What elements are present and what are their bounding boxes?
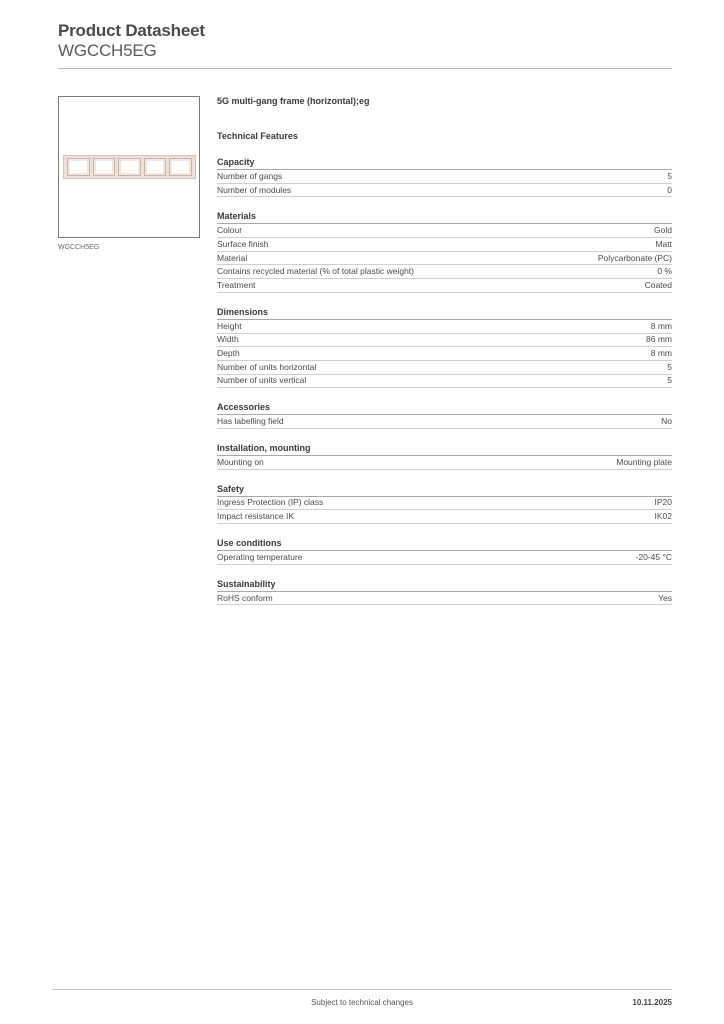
spec-value: IK02: [654, 511, 672, 522]
spec-row: [217, 510, 672, 524]
spec-label: Impact resistance IK: [217, 511, 295, 522]
spec-label: Ingress Protection (IP) class: [217, 497, 324, 508]
spec-value: Polycarbonate (PC): [597, 252, 672, 263]
spec-value: 86 mm: [646, 334, 672, 345]
spec-value: IP20: [654, 497, 672, 508]
spec-label: Number of units vertical: [217, 375, 307, 386]
spec-row: [217, 415, 672, 429]
spec-section: [217, 306, 672, 388]
spec-value: Coated: [644, 279, 672, 290]
spec-row: [217, 456, 672, 470]
section-title: Materials: [217, 210, 672, 224]
header-divider: [58, 68, 672, 69]
spec-label: Number of modules: [217, 184, 292, 195]
image-caption: WGCCH5EG: [58, 244, 100, 251]
spec-label: Number of units horizontal: [217, 361, 317, 372]
spec-label: Height: [217, 320, 242, 331]
section-title: Accessories: [217, 401, 672, 415]
spec-row: [217, 375, 672, 389]
spec-section: [217, 442, 672, 470]
spec-row: [217, 184, 672, 198]
footer-divider: [52, 989, 672, 990]
frame-gang: [144, 158, 167, 176]
frame-gang: [118, 158, 141, 176]
spec-value: 5: [667, 361, 672, 372]
spec-section: [217, 156, 672, 197]
spec-label: Mounting on: [217, 456, 264, 467]
spec-row: [217, 224, 672, 238]
spec-value: 8 mm: [650, 348, 672, 359]
spec-label: Contains recycled material (% of total plastic weight): [217, 266, 414, 277]
technical-features-heading: Technical Features: [217, 131, 298, 141]
spec-value: -20-45 °C: [635, 551, 672, 562]
frame-gang: [93, 158, 116, 176]
product-code: WGCCH5EG: [58, 41, 157, 60]
section-title: Use conditions: [217, 537, 672, 551]
product-description: 5G multi-gang frame (horizontal);eg: [217, 96, 370, 106]
product-image: [58, 96, 200, 238]
spec-row: [217, 265, 672, 279]
spec-row: [217, 320, 672, 334]
section-title: Installation, mounting: [217, 442, 672, 456]
spec-value: No: [661, 416, 672, 427]
spec-row: [217, 551, 672, 565]
spec-row: [217, 170, 672, 184]
spec-value: 5: [667, 170, 672, 181]
spec-row: [217, 592, 672, 606]
spec-section: [217, 483, 672, 524]
spec-row: [217, 238, 672, 252]
spec-row: [217, 334, 672, 348]
spec-section: [217, 578, 672, 606]
spec-label: Number of gangs: [217, 170, 283, 181]
spec-label: Has labelling field: [217, 416, 284, 427]
section-title: Safety: [217, 483, 672, 497]
spec-label: Colour: [217, 225, 243, 236]
frame-gang: [169, 158, 192, 176]
spec-label: Treatment: [217, 279, 256, 290]
spec-value: 0: [667, 184, 672, 195]
spec-label: RoHS conform: [217, 592, 273, 603]
spec-label: Operating temperature: [217, 551, 303, 562]
spec-value: Mounting plate: [616, 456, 672, 467]
spec-label: Width: [217, 334, 239, 345]
section-title: Sustainability: [217, 578, 672, 592]
spec-section: [217, 210, 672, 292]
spec-row: [217, 361, 672, 375]
spec-row: [217, 347, 672, 361]
spec-content: [217, 95, 672, 605]
spec-row: [217, 252, 672, 266]
spec-value: 0 %: [657, 266, 672, 277]
multi-gang-frame-illustration: [63, 155, 196, 179]
document-title: Product Datasheet: [58, 21, 205, 40]
footer-note: Subject to technical changes: [311, 998, 413, 1007]
spec-value: 5: [667, 375, 672, 386]
spec-row: [217, 279, 672, 293]
frame-gang: [67, 158, 90, 176]
spec-label: Depth: [217, 348, 240, 359]
spec-value: Yes: [658, 592, 672, 603]
spec-value: Gold: [654, 225, 672, 236]
spec-label: Surface finish: [217, 238, 269, 249]
document-header: [58, 21, 205, 61]
section-title: Dimensions: [217, 306, 672, 320]
spec-value: 8 mm: [650, 320, 672, 331]
section-title: Capacity: [217, 156, 672, 170]
spec-section: [217, 401, 672, 429]
spec-row: [217, 497, 672, 511]
spec-value: Matt: [655, 238, 672, 249]
spec-section: [217, 537, 672, 565]
spec-label: Material: [217, 252, 248, 263]
spec-sections: [217, 156, 672, 605]
footer-date: 10.11.2025: [632, 998, 672, 1007]
